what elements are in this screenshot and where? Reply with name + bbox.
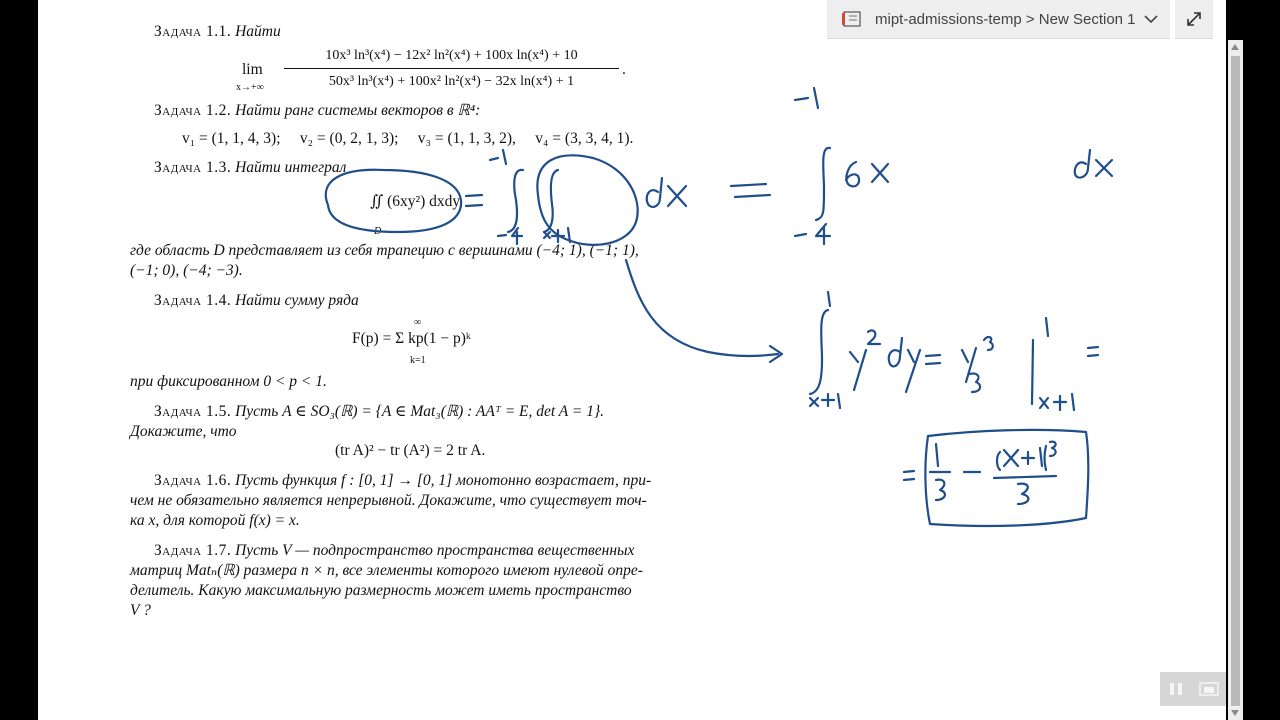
double-integral: ∬ (6xy²) dxdy, D [370, 193, 464, 237]
ink-dx-2 [1075, 150, 1112, 178]
ink-6x [846, 162, 888, 186]
ink-result-eq [904, 471, 914, 480]
formula-limit: lim x→+∞ 10x³ ln³(x⁴) − 12x² ln²(x⁴) + 100x ln(x⁴) + 10 50x³ ln³(x⁴) + 100x² ln²(x⁴) − 32x ln(x⁴) + 1 . [236, 48, 626, 93]
ink-y2dy [850, 330, 920, 392]
chevron-down-icon[interactable] [1144, 11, 1158, 28]
scroll-up-icon[interactable] [1231, 44, 1239, 50]
problem-1-4: Задача 1.4. Найти сумму ряда [154, 292, 359, 309]
ink-circle-integral [326, 170, 461, 232]
ink-integral-sub [810, 310, 828, 394]
problem-1-2: Задача 1.2. Найти ранг системы векторов в ℝ⁴: [154, 102, 481, 119]
notebook-page: Задача 1.1. Найти lim x→+∞ 10x³ ln³(x⁴) − 12x² ln²(x⁴) + 100x ln(x⁴) + 10 50x³ ln³(x⁴) + 100x² ln²(x⁴) − 32x ln(x⁴) + 1 . Задача 1.2. Найти ранг системы векторов в ℝ⁴: v₁ = (1, 1, 4, 3); v₂ = (0, 2, 1, 3); v₃ = (1, 1, 3, 2), v₄ = (3, 3, 4, 1). Задача 1.3. Найти интеграл ∬ (6xy²) dxdy, D где область D представляет из себя трапецию с вершинами (−4; 1), (−1; 1), (−1; 0), (−4; −3). Задача 1.4. Найти сумму ряда F(p) = Σ kp(1 − p)ᵏ ∞ k=1 при фиксированном 0 < p < 1. Задача 1.5. Пусть A ∈ SO₃(ℝ) = {A ∈ Mat₃(ℝ) : AAᵀ = E, det A = 1}. Докажите, что (tr A)² − tr (A²) = 2 tr A. Задача 1.6. Пусть функция f : [0, 1] → [0, 1] монотонно возрастает, при- чем не обязательно является непрерывной. Докажите, что существует точ- ка x, для которой f(x) = x. Задача 1.7. Пусть V — подпространство пространства вещественных матриц Matₙ(ℝ) размера n × n, все элементы которого имеют нулевой опре- делитель. Какую максимальную размерность может иметь пространство V ? [38, 0, 1226, 720]
vector-list: v₁ = (1, 1, 4, 3); v₂ = (0, 2, 1, 3); v₃ = (1, 1, 3, 2), v₄ = (3, 3, 4, 1). [182, 130, 634, 147]
ink-minus1-small [490, 150, 506, 164]
problem-1-6: Задача 1.6. Пусть функция f : [0, 1] → [0, 1] монотонно возрастает, при- [154, 472, 652, 489]
ink-sub-lower-x1 [810, 394, 840, 408]
ink-minus-4-bottom [795, 224, 830, 244]
ink-equals-4 [1088, 347, 1098, 356]
ink-y3-over-3 [962, 337, 993, 392]
trace-identity: (tr A)² − tr (A²) = 2 tr A. [335, 442, 486, 459]
ink-result-frac2 [994, 476, 1056, 478]
problem-statement: Найти [235, 23, 281, 40]
ink-result-3a [936, 480, 945, 500]
notebook-icon [841, 10, 863, 28]
denominator: 50x³ ln³(x⁴) + 100x² ln²(x⁴) − 32x ln(x⁴) + 1 [328, 74, 575, 89]
ink-integral-big [816, 148, 830, 220]
scroll-down-icon[interactable] [1231, 710, 1239, 716]
problem-1-7: Задача 1.7. Пусть V — подпространство пространства вещественных [154, 542, 635, 559]
ink-equals-2 [731, 184, 770, 197]
ink-eval-lower [1040, 394, 1074, 410]
ink-result-numer [997, 442, 1056, 470]
scrollbar-thumb[interactable] [1231, 56, 1240, 706]
notebook-breadcrumb-bar[interactable] [827, 0, 1170, 39]
ink-dx-1 [647, 178, 686, 207]
ink-equals-3 [926, 355, 940, 364]
problem-label: Задача 1.1. [154, 23, 232, 40]
video-controls[interactable] [1160, 672, 1226, 706]
ink-result-3b [1018, 484, 1028, 504]
ink-eval-bar [1032, 340, 1033, 404]
ink-sub-upper-1 [828, 292, 830, 306]
expand-button[interactable] [1175, 0, 1213, 39]
problem-1-5: Задача 1.5. Пусть A ∈ SO₃(ℝ) = {A ∈ Mat₃(ℝ) : AAᵀ = E, det A = 1}. [154, 403, 605, 420]
series-formula: F(p) = Σ kp(1 − p)ᵏ ∞ k=1 [352, 317, 471, 366]
ink-equals-1 [466, 195, 482, 206]
ink-eval-upper [1046, 318, 1048, 336]
ink-annotations [38, 0, 1226, 720]
vertical-scrollbar[interactable] [1228, 40, 1243, 720]
expand-icon [1185, 10, 1203, 28]
problem-1-3: Задача 1.3. Найти интеграл [154, 159, 347, 176]
numerator: 10x³ ln³(x⁴) − 12x² ln²(x⁴) + 100x ln(x⁴) + 10 [325, 48, 578, 63]
ink-integral-outer [508, 170, 523, 232]
breadcrumb[interactable]: mipt-admissions-temp > New Section 1 [875, 10, 1136, 28]
ink-result-1 [936, 444, 938, 466]
ink-arrow [626, 260, 778, 356]
fullscreen-icon[interactable] [1198, 681, 1220, 697]
pause-icon[interactable] [1167, 681, 1185, 697]
ink-minus-1-top [795, 88, 818, 108]
